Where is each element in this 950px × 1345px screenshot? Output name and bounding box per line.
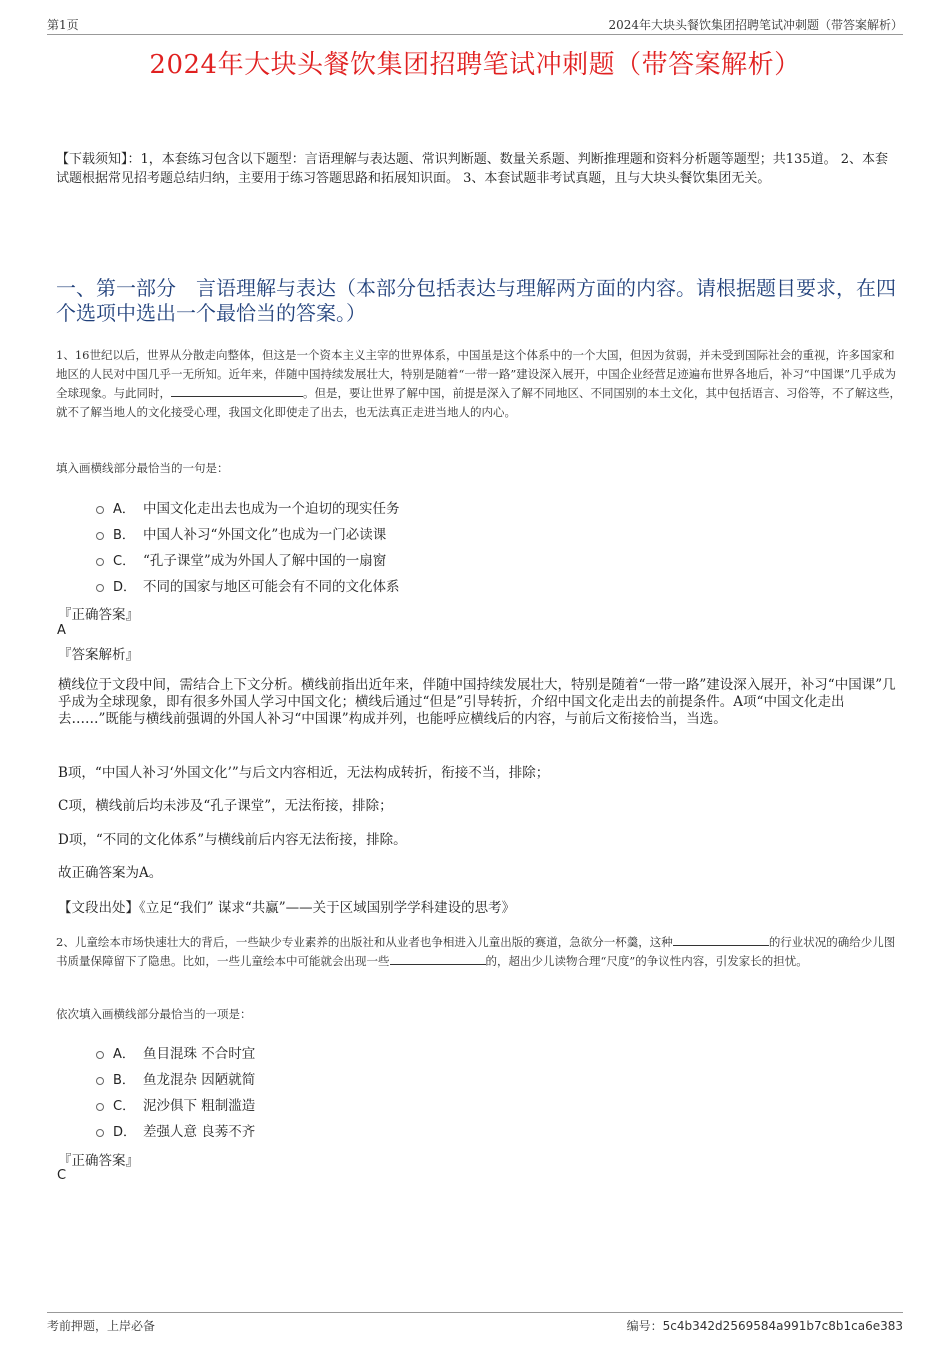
option-letter: D． xyxy=(113,579,137,595)
analysis-paragraph: D项，“不同的文化体系”与横线前后内容无法衔接，排除。 xyxy=(58,832,407,848)
option-letter: C． xyxy=(113,1098,136,1114)
radio-icon[interactable] xyxy=(96,584,104,592)
footer-code xyxy=(627,1317,903,1334)
question-2-prompt: 依次填入画横线部分最恰当的一项是： xyxy=(56,1007,252,1021)
option-text: 差强人意 良莠不齐 xyxy=(143,1124,256,1140)
option-text: 鱼目混珠 不合时宜 xyxy=(143,1046,256,1062)
radio-icon[interactable] xyxy=(96,1051,104,1059)
option-letter: B． xyxy=(113,1072,135,1088)
radio-icon[interactable] xyxy=(96,532,104,540)
question-2-text xyxy=(56,933,902,971)
analysis-paragraph: 横线位于文段中间，需结合上下文分析。横线前指出近年来，伴随中国持续发展壮大，特别是随着“一带一路”建设深入展开，补习“中国课”几乎成为全球现象，即有很多外国人学习中国文化；横线后通过“但是”引导转折，介绍中国文化走出去的前提条件。A项“中国文化走出去……”既能与横线前强调的外国人补习“中国课”构成并列，也能呼应横线后的内容，与前后文衔接恰当，当选。 xyxy=(58,677,896,727)
question-2-text-part: 的，超出少儿读物合理“尺度”的争议性内容，引发家长的担忧。 xyxy=(485,954,808,968)
page-title: 2024年大块头餐饮集团招聘笔试冲刺题（带答案解析） xyxy=(149,50,801,80)
question-2-text-part: 的行业状况的确给少儿图书质量保障留下了隐患。比如，一些儿童绘本中可能就会出现一些 xyxy=(56,935,896,968)
option-c[interactable] xyxy=(96,546,400,572)
radio-icon[interactable] xyxy=(96,1103,104,1111)
question-2-options xyxy=(96,1039,255,1143)
option-text: 鱼龙混杂 因陋就简 xyxy=(143,1072,256,1088)
section-title: 一、第一部分 言语理解与表达（本部分包括表达与理解两方面的内容。请根据题目要求，在四个选项中选出一个最恰当的答案。） xyxy=(56,276,896,325)
footer-code-value: 5c4b342d2569584a991b7c8b1ca6e383 xyxy=(662,1319,903,1333)
question-1-text-after: 。但是，要让世界了解中国，前提是深入了解不同地区、不同国别的本土文化，其中包括语言、习俗等，不了解这些，就不了解当地人的文化接受心理，我国文化即使走了出去，也无法真正走进当地人的内心。 xyxy=(56,386,901,419)
option-letter: A． xyxy=(113,501,135,517)
answer-blank xyxy=(673,933,769,946)
radio-icon[interactable] xyxy=(96,506,104,514)
correct-answer-label: 『正确答案』 xyxy=(58,607,139,623)
option-text: 中国人补习“外国文化”也成为一门必读课 xyxy=(143,527,387,543)
page-header xyxy=(47,14,903,35)
option-text: 中国文化走出去也成为一个迫切的现实任务 xyxy=(143,501,400,517)
download-notice: 【下载须知】：1，本套练习包含以下题型：言语理解与表达题、常识判断题、数量关系题、判断推理题和资料分析题等题型；共135道。 2、本套试题根据常见招考题总结归纳，主要用于练习答题思路和拓展知识面。 3、本套试题非考试真题，且与大块头餐饮集团无关。 xyxy=(56,152,888,186)
analysis-paragraph: 故正确答案为A。 xyxy=(58,865,163,881)
radio-icon[interactable] xyxy=(96,558,104,566)
answer-blank xyxy=(171,384,303,397)
page-footer xyxy=(47,1312,903,1337)
correct-answer: A xyxy=(57,623,66,638)
option-letter: D． xyxy=(113,1124,137,1140)
header-doc-title: 2024年大块头餐饮集团招聘笔试冲刺题（带答案解析） xyxy=(608,18,903,32)
option-letter: A． xyxy=(113,1046,135,1062)
question-1-text xyxy=(56,346,902,422)
question-1-options xyxy=(96,494,400,598)
radio-icon[interactable] xyxy=(96,1077,104,1085)
option-text: 不同的国家与地区可能会有不同的文化体系 xyxy=(143,579,400,595)
analysis-label: 『答案解析』 xyxy=(58,647,139,663)
option-d[interactable] xyxy=(96,1117,255,1143)
analysis-paragraph: C项，横线前后均未涉及“孔子课堂”，无法衔接，排除； xyxy=(58,798,393,814)
radio-icon[interactable] xyxy=(96,1129,104,1137)
correct-answer-label: 『正确答案』 xyxy=(58,1153,139,1169)
option-b[interactable] xyxy=(96,1065,255,1091)
source-citation: 【文段出处】《立足“我们” 谋求“共赢”——关于区域国别学学科建设的思考》 xyxy=(58,900,516,916)
option-d[interactable] xyxy=(96,572,400,598)
option-letter: C． xyxy=(113,553,136,569)
option-b[interactable] xyxy=(96,520,400,546)
page-number: 第1页 xyxy=(47,18,79,32)
analysis-paragraph: B项，“中国人补习‘外国文化’”与后文内容相近，无法构成转折，衔接不当，排除； xyxy=(58,765,550,781)
option-a[interactable] xyxy=(96,494,400,520)
option-letter: B． xyxy=(113,527,135,543)
question-1-prompt: 填入画横线部分最恰当的一句是： xyxy=(56,461,229,475)
option-text: 泥沙俱下 粗制滥造 xyxy=(143,1098,256,1114)
footer-slogan: 考前押题，上岸必备 xyxy=(47,1319,156,1333)
option-a[interactable] xyxy=(96,1039,255,1065)
question-2-text-part: 2、儿童绘本市场快速壮大的背后，一些缺少专业素养的出版社和从业者也争相进入儿童出版的赛道，急欲分一杯羹，这种 xyxy=(56,935,673,949)
option-c[interactable] xyxy=(96,1091,255,1117)
correct-answer: C xyxy=(57,1168,67,1183)
option-text: “孔子课堂”成为外国人了解中国的一扇窗 xyxy=(143,553,387,569)
question-1-text-before: 1、16世纪以后，世界从分散走向整体，但这是一个资本主义主宰的世界体系，中国虽是这个体系中的一个大国，但因为贫弱，并未受到国际社会的重视，许多国家和地区的人民对中国几乎一无所知。近年来，伴随中国持续发展壮大，特别是随着“一带一路”建设深入展开，中国企业经营足迹遍布世界各地后，补习“中国课”几乎成为全球现象。与此同时， xyxy=(56,348,897,400)
footer-code-label: 编号： xyxy=(626,1319,663,1333)
answer-blank xyxy=(390,952,486,965)
